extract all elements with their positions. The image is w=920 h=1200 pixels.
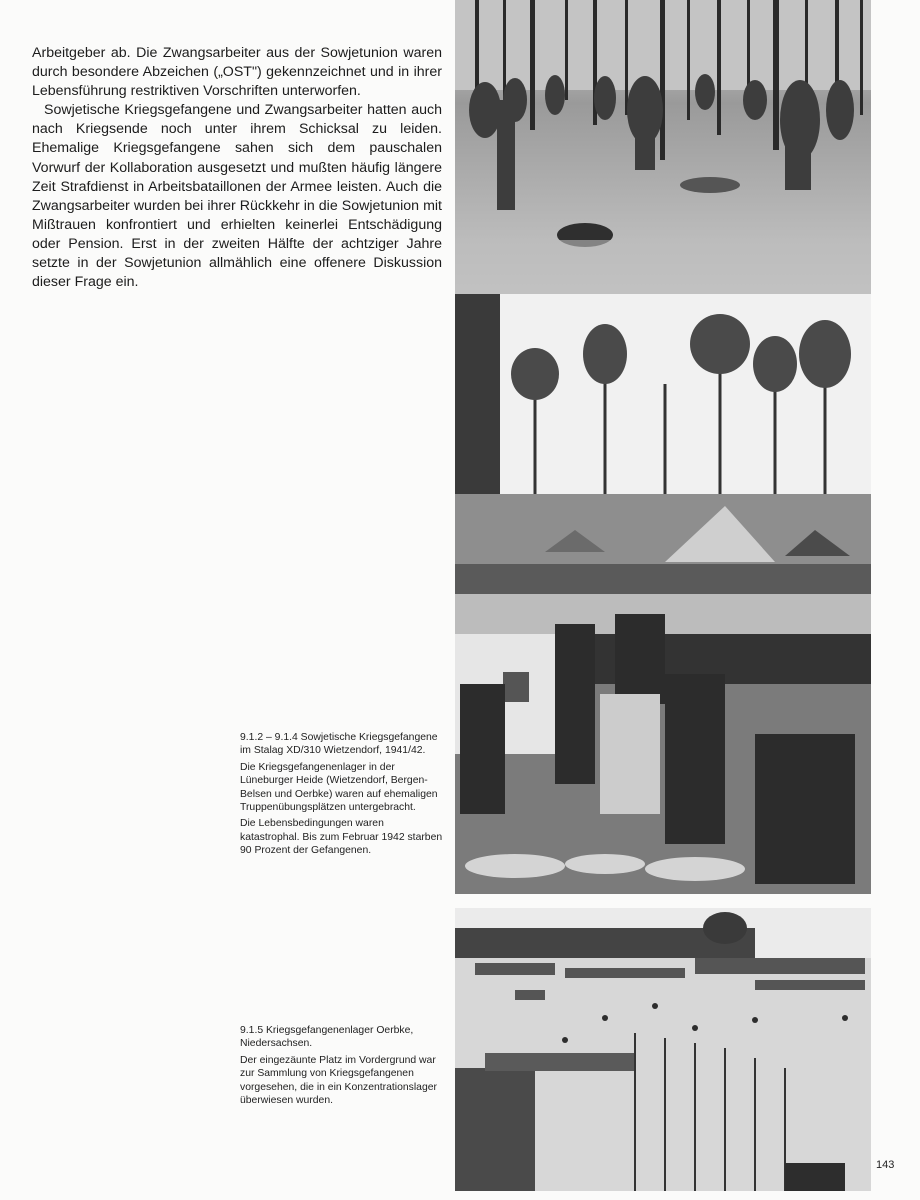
photo-camp-tents-image [455,294,871,594]
photo-bodies [455,594,871,894]
body-paragraph-2: Sowjetische Kriegsgefangene und Zwangsarbeiter hatten auch nach Kriegsende noch unter ihrem Schicksal zu leiden. Ehemalige Kriegsgefangene sahen sich dem pauschalen Vorwurf der Kollaboration ausgesetzt und mußten häufig längere Zeit Strafdienst in Arbeitsbataillonen der Armee leisten. Auch die Zwangsarbeiter wurden bei ihrer Rückkehr in die Sowjetunion mit Mißtrauen konfrontiert und erhielten keinerlei Entschädigung oder Pension. Erst in der zweiten Hälfte der achtziger Jahre setzte in der Sowjetunion allmählich eine offenere Diskussion dieser Frage ein. [32,102,442,291]
page-number: 143 [876,1159,895,1171]
caption-text: Die Lebensbedingungen waren katastrophal. Bis zum Februar 1942 starben 90 Prozent der Gefangenen. [240,818,443,857]
caption-title: 9.1.2 – 9.1.4 Sowjetische Kriegsgefangene im Stalag XD/310 Wietzendorf, 1941/42. [240,732,438,757]
caption-text: Die Kriegsgefangenenlager in der Lüneburger Heide (Wietzendorf, Bergen-Belsen und Oerbke) waren auf ehemaligen Truppenübungsplätzen untergebracht. [240,761,438,814]
photo-camp-oerbke-image [455,908,871,1191]
caption-photo-9-1-5 [240,1024,445,1110]
photo-prisoners-forest [455,0,871,294]
body-paragraph-1: Arbeitgeber ab. Die Zwangsarbeiter aus der Sowjetunion waren durch besondere Abzeichen („OST") gekennzeichnet und in ihrer Lebensführung restriktiven Vorschriften unterworfen. [32,45,442,100]
caption-text: Der eingezäunte Platz im Vordergrund war zur Sammlung von Kriegsgefangenen vorgesehen, die in ein Konzentrationslager überwiesen wurden. [240,1054,437,1107]
caption-photos-9-1-2-to-9-1-4 [240,731,445,861]
photo-camp-tents [455,294,871,594]
photo-bodies-image [455,594,871,894]
photo-prisoners-forest-image [455,0,871,294]
body-text [32,44,442,292]
caption-title: 9.1.5 Kriegsgefangenenlager Oerbke, Niedersachsen. [240,1025,414,1050]
photo-camp-oerbke [455,908,871,1191]
